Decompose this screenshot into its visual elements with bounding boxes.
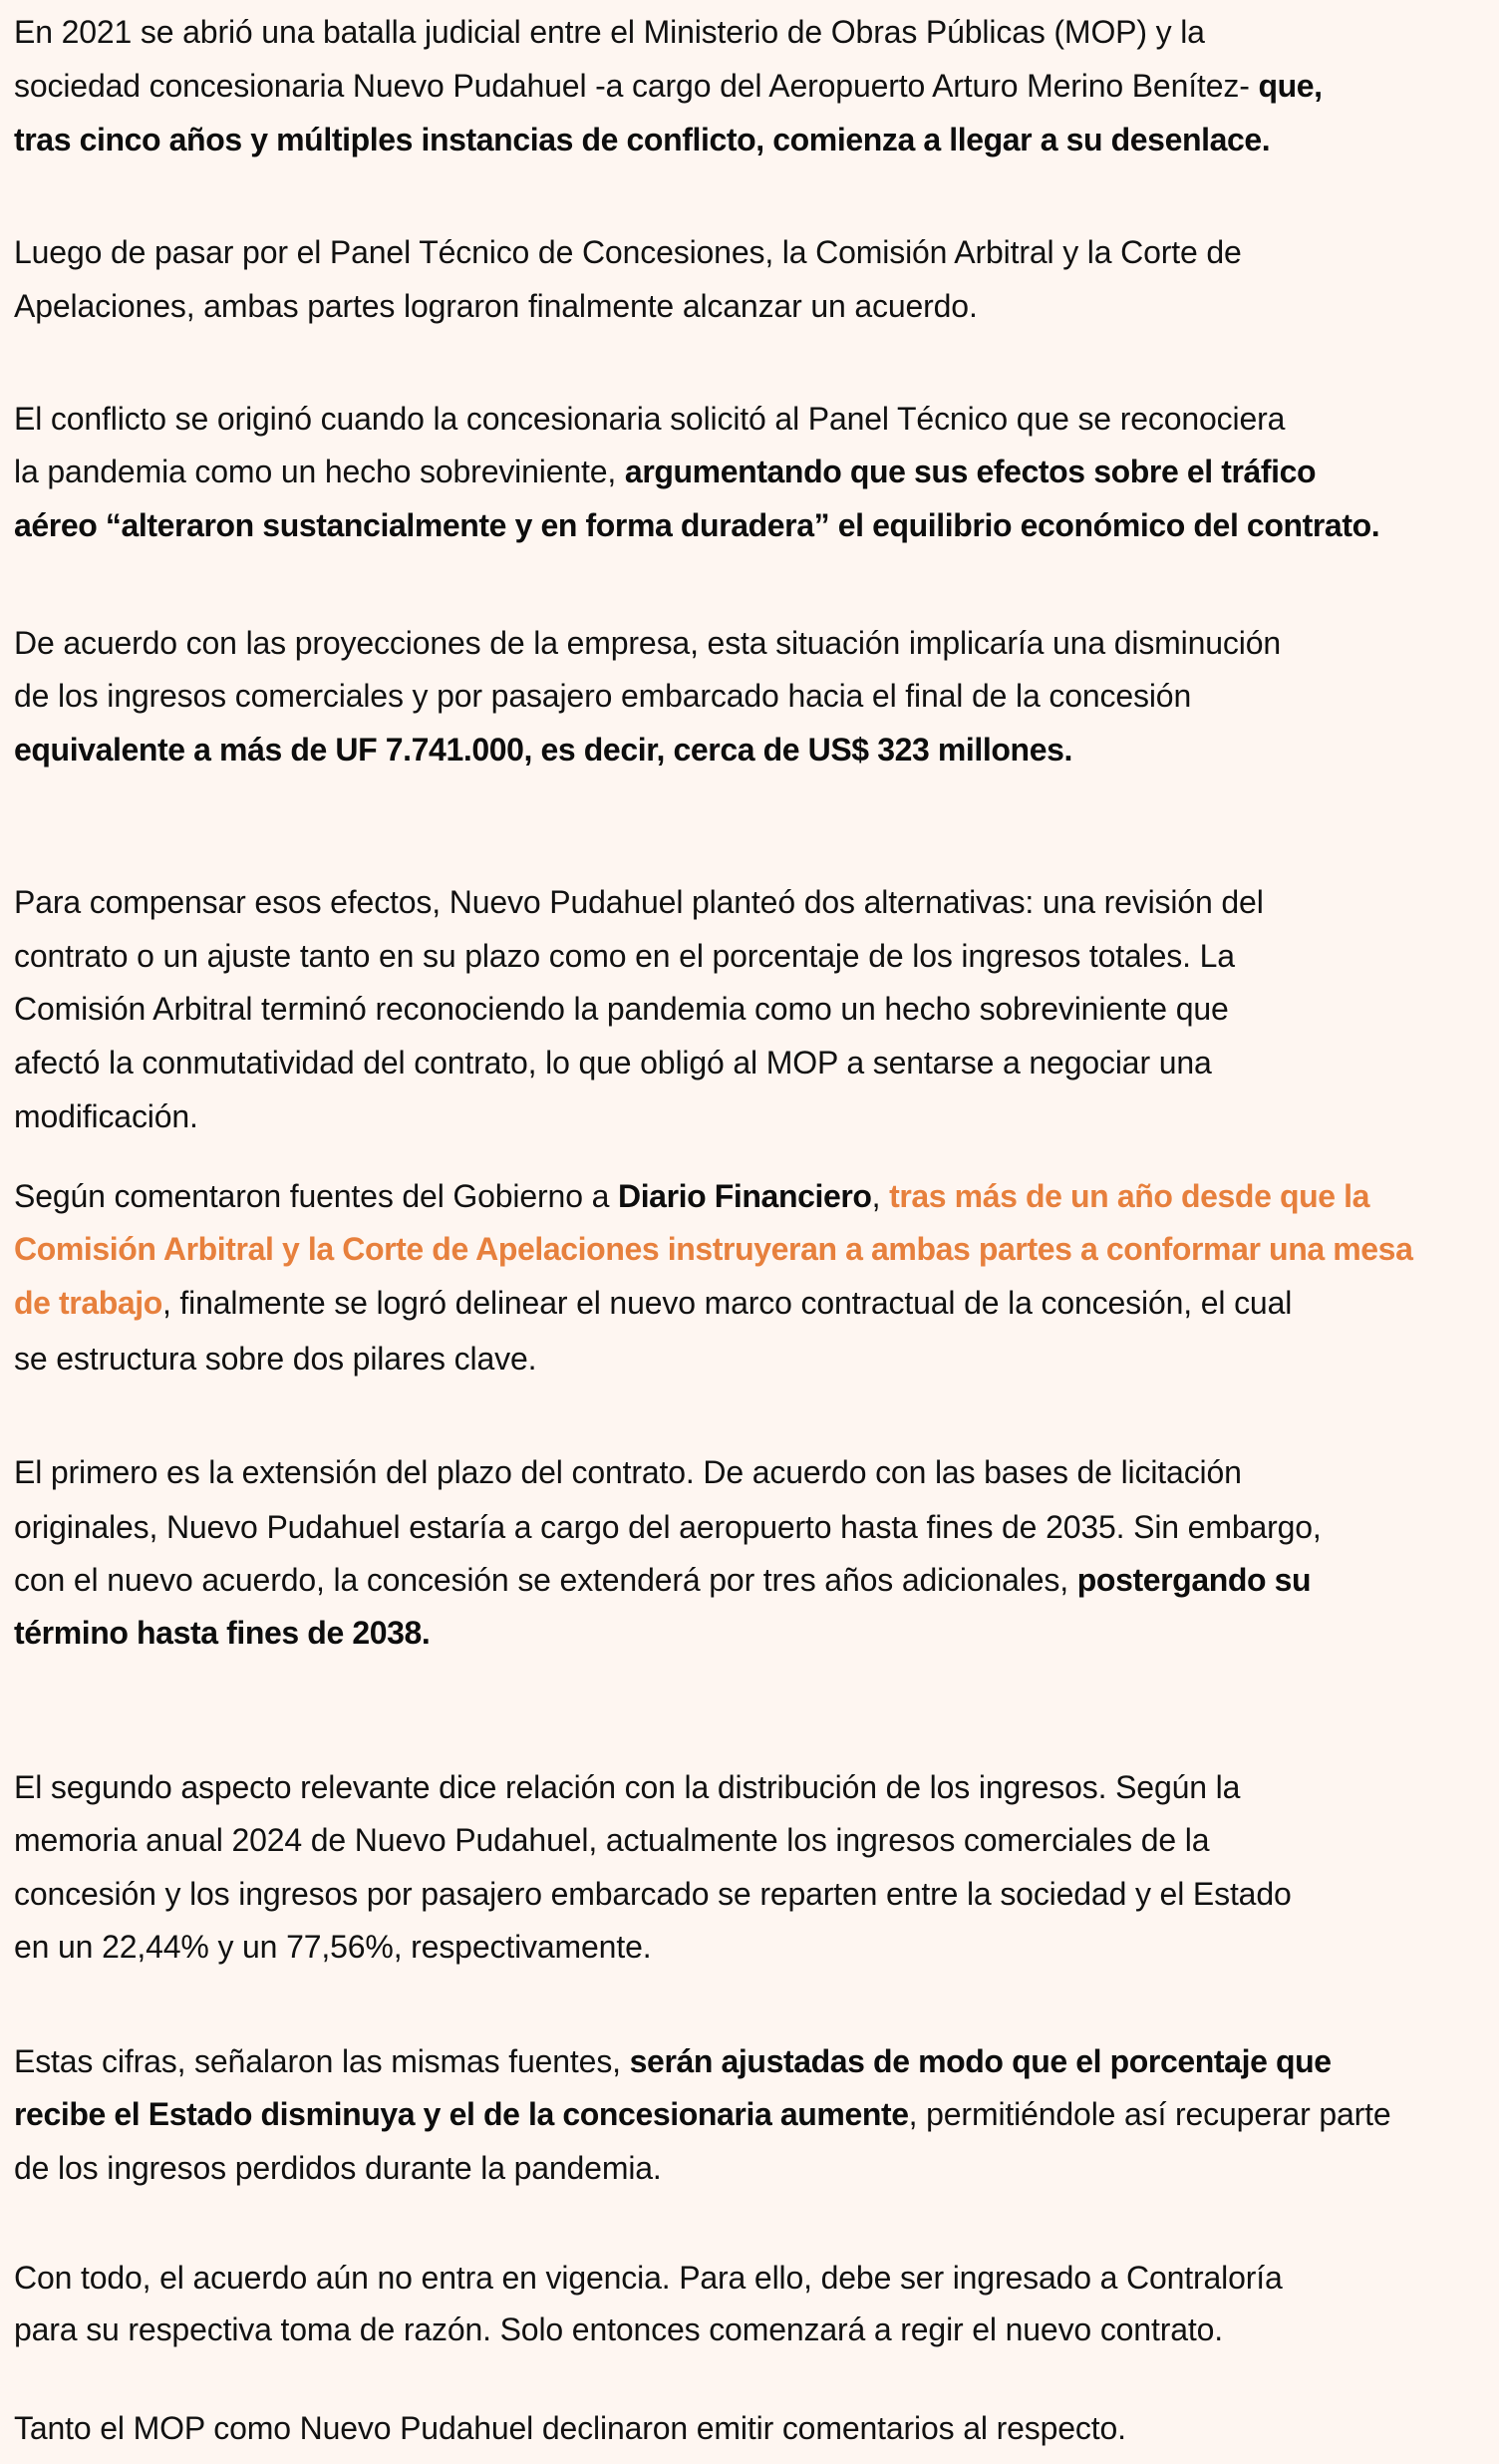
text: En 2021 se abrió una batalla judicial entre el Ministerio de Obras Públicas (MOP) y la: [14, 14, 1205, 50]
paragraph-line: [14, 1927, 651, 1967]
text: El primero es la extensión del plazo del contrato. De acuerdo con las bases de licitación: [14, 1454, 1242, 1490]
text: De acuerdo con las proyecciones de la empresa, esta situación implicaría una disminución: [14, 625, 1282, 661]
text: Con todo, el acuerdo aún no entra en vigencia. Para ello, debe ser ingresado a Contraloría: [14, 2260, 1283, 2296]
paragraph-line: [14, 1176, 1369, 1216]
text: , finalmente se logró delinear el nuevo marco contractual de la concesión, el cual: [161, 1285, 1293, 1321]
paragraph-line: [14, 882, 1264, 922]
paragraph-line: [14, 1096, 198, 1136]
bold-text: argumentando que sus efectos sobre el tráfico: [624, 454, 1317, 489]
paragraph-line: [14, 1043, 1212, 1082]
paragraph-line: [14, 2310, 1223, 2349]
text: de los ingresos perdidos durante la pandemia.: [14, 2150, 662, 2186]
paragraph-line: [14, 1452, 1242, 1492]
text: Comisión Arbitral terminó reconociendo la pandemia como un hecho sobreviniente que: [14, 991, 1229, 1027]
paragraph-line: [14, 452, 1316, 491]
text: para su respectiva toma de razón. Solo entonces comenzará a regir el nuevo contrato.: [14, 2311, 1223, 2347]
text: modificación.: [14, 1098, 198, 1134]
text: de los ingresos comerciales y por pasajero embarcado hacia el final de la concesión: [14, 678, 1192, 714]
text: se estructura sobre dos pilares clave.: [14, 1341, 537, 1377]
text: El segundo aspecto relevante dice relación con la distribución de los ingresos. Según la: [14, 1769, 1241, 1805]
article-link[interactable]: de trabajo: [14, 1285, 162, 1321]
paragraph-line: [14, 399, 1285, 439]
paragraph-line: [14, 2041, 1332, 2081]
bold-text: postergando su: [1076, 1562, 1312, 1598]
paragraph-line: [14, 2148, 662, 2188]
paragraph-line: [14, 730, 1072, 770]
text: Luego de pasar por el Panel Técnico de Concesiones, la Comisión Arbitral y la Corte de: [14, 234, 1242, 270]
bold-text: Diario Financiero: [617, 1178, 872, 1214]
paragraph-line: [14, 1874, 1292, 1914]
paragraph-line: [14, 120, 1270, 159]
text: originales, Nuevo Pudahuel estaría a cargo del aeropuerto hasta fines de 2035. Sin embargo,: [14, 1509, 1322, 1545]
paragraph-line: [14, 623, 1281, 663]
bold-text: aéreo “alteraron sustancialmente y en forma duradera” el equilibrio económico del contrato.: [14, 507, 1380, 543]
paragraph-line: [14, 989, 1229, 1029]
bold-text: equivalente a más de UF 7.741.000, es decir, cerca de US$ 323 millones.: [14, 732, 1072, 768]
text: Para compensar esos efectos, Nuevo Pudahuel planteó dos alternativas: una revisión del: [14, 884, 1264, 920]
text: en un 22,44% y un 77,56%, respectivamente.: [14, 1929, 652, 1965]
paragraph-line: [14, 12, 1205, 52]
paragraph-line: [14, 1820, 1209, 1860]
paragraph-line: [14, 1339, 536, 1379]
paragraph-line: [14, 505, 1379, 545]
paragraph-line: [14, 2258, 1283, 2298]
text: contrato o un ajuste tanto en su plazo como en el porcentaje de los ingresos totales. La: [14, 938, 1235, 974]
paragraph-line: [14, 936, 1235, 976]
paragraph-line: [14, 1283, 1292, 1323]
paragraph-line: [14, 1767, 1240, 1807]
paragraph-line: [14, 1613, 430, 1653]
text: Apelaciones, ambas partes lograron finalmente alcanzar un acuerdo.: [14, 288, 978, 324]
paragraph-line: [14, 1507, 1322, 1547]
bold-text: tras cinco años y múltiples instancias de conflicto, comienza a llegar a su desenlace.: [14, 122, 1271, 157]
text: afectó la conmutatividad del contrato, lo que obligó al MOP a sentarse a negociar una: [14, 1045, 1212, 1080]
article-link[interactable]: Comisión Arbitral y la Corte de Apelaciones instruyeran a ambas partes a conformar una mesa: [14, 1231, 1413, 1267]
text: la pandemia como un hecho sobreviniente,: [14, 454, 625, 489]
text: Estas cifras, señalaron las mismas fuentes,: [14, 2043, 630, 2079]
article-link[interactable]: tras más de un año desde que la: [889, 1178, 1370, 1214]
text: Según comentaron fuentes del Gobierno a: [14, 1178, 618, 1214]
paragraph-line: [14, 232, 1242, 272]
bold-text: término hasta fines de 2038.: [14, 1615, 431, 1651]
text: El conflicto se originó cuando la concesionaria solicitó al Panel Técnico que se reconociera: [14, 401, 1286, 437]
paragraph-line: [14, 286, 978, 326]
text: concesión y los ingresos por pasajero embarcado se reparten entre la sociedad y el Estado: [14, 1876, 1292, 1912]
bold-text: serán ajustadas de modo que el porcentaje que: [629, 2043, 1332, 2079]
paragraph-line: [14, 676, 1191, 716]
paragraph-line: [14, 1229, 1412, 1269]
paragraph-line: [14, 2094, 1391, 2134]
text: memoria anual 2024 de Nuevo Pudahuel, actualmente los ingresos comerciales de la: [14, 1822, 1210, 1858]
text: , permitiéndole así recuperar parte: [908, 2096, 1391, 2132]
paragraph-line: [14, 2408, 1126, 2448]
paragraph-line: [14, 1560, 1311, 1600]
bold-text: que,: [1258, 68, 1323, 104]
text: ,: [871, 1178, 890, 1214]
text: sociedad concesionaria Nuevo Pudahuel -a cargo del Aeropuerto Arturo Merino Benítez-: [14, 68, 1259, 104]
text: con el nuevo acuerdo, la concesión se extenderá por tres años adicionales,: [14, 1562, 1077, 1598]
bold-text: recibe el Estado disminuya y el de la concesionaria aumente: [14, 2096, 909, 2132]
text: Tanto el MOP como Nuevo Pudahuel declinaron emitir comentarios al respecto.: [14, 2410, 1126, 2446]
paragraph-line: [14, 66, 1323, 106]
